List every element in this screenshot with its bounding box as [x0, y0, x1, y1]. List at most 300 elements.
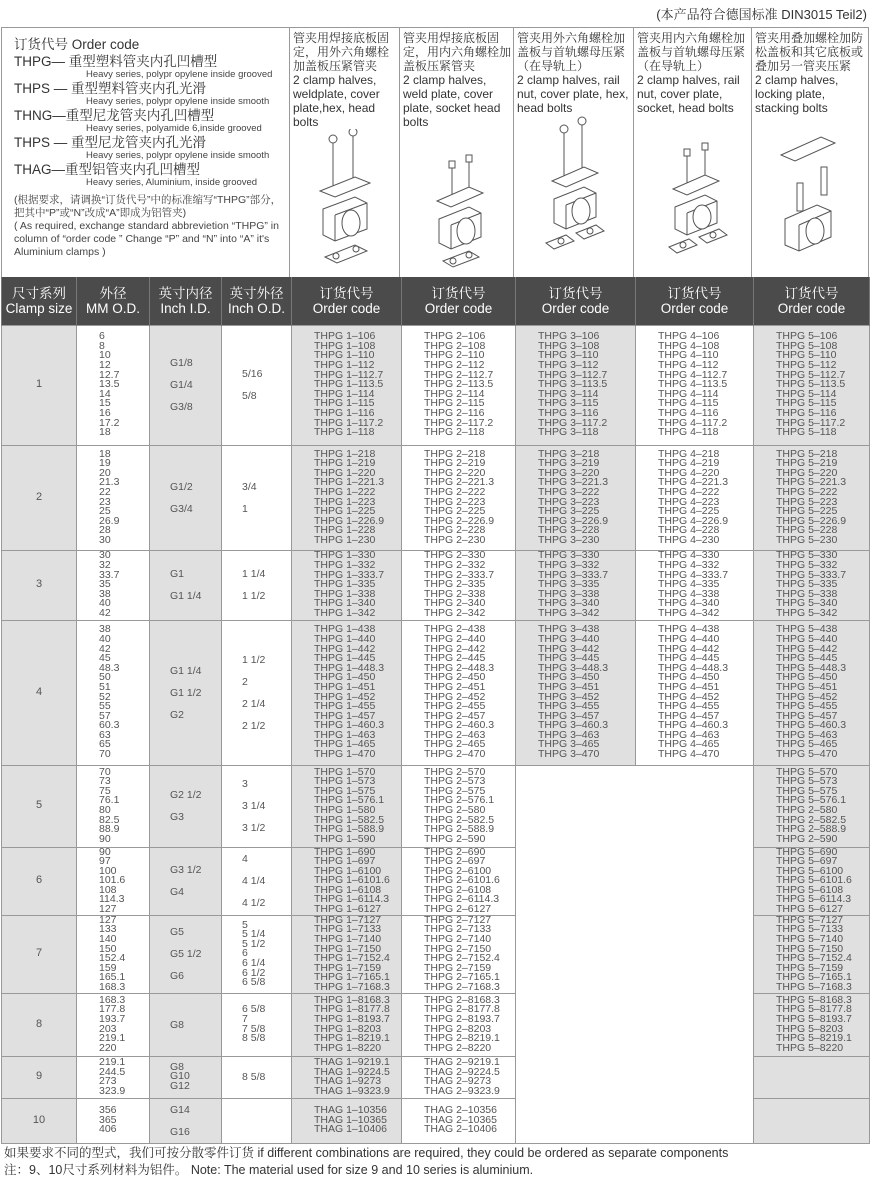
order-code-cell: [402, 550, 516, 620]
inch-od-value: 6 5/8: [242, 1003, 266, 1016]
inch-od-list: [242, 476, 291, 520]
od-value: 114.3: [99, 893, 125, 906]
order-code: THPG 1–450: [314, 671, 376, 684]
od-cell: [77, 993, 150, 1056]
inch-id-list: [170, 921, 221, 987]
order-code: THPG 2–8193.7: [424, 1013, 500, 1026]
inch-id-value: G3/8: [170, 401, 193, 413]
order-code: THPG 2–7168.3: [424, 980, 500, 993]
order-code: THPG 2–7140: [424, 932, 492, 945]
order-code: THPG 5–8177.8: [776, 1003, 852, 1016]
header-cn: 订货代号: [319, 285, 374, 301]
order-code: THPG 5–470: [776, 748, 838, 761]
od-value: 25: [99, 505, 111, 518]
order-code: THPG 5–6127: [776, 903, 844, 916]
order-code: THPG 5–220: [776, 466, 838, 479]
order-code: THPG 1–6108: [314, 883, 382, 896]
od-cell: [77, 1056, 150, 1098]
order-code: THPG 4–448.3: [658, 661, 729, 674]
od-cell: [77, 620, 150, 765]
order-code-cell: [516, 620, 636, 765]
inch-od-list: [242, 1005, 291, 1043]
order-code-cell: [292, 325, 402, 445]
inch-od-value: 7: [242, 1013, 248, 1026]
clamp-railnut-hex-bolts-icon: [517, 115, 631, 266]
header-cn: 外径: [99, 285, 127, 301]
inch-id-cell: [150, 445, 222, 550]
order-code: THPG 5–228: [776, 524, 838, 537]
inch-id-cell: [150, 993, 222, 1056]
order-code: THPG 2–8168.3: [424, 993, 500, 1006]
order-code: THPG 5–112.7: [776, 368, 846, 381]
order-code: THPG 3–220: [538, 466, 600, 479]
od-value: 140: [99, 932, 117, 945]
order-code: THPG 5–440: [776, 632, 838, 645]
order-code-legend: [2, 28, 290, 277]
inch-id-value: G8: [170, 1018, 185, 1031]
order-code: THPG 1–8219.1: [314, 1032, 390, 1045]
order-code: THPG 1–7127: [314, 913, 382, 926]
order-code: THPG 3–438: [538, 623, 600, 636]
inch-od-list: [242, 649, 291, 737]
od-value: 127: [99, 913, 117, 926]
od-value: 365: [99, 1113, 117, 1126]
order-code: THPG 2–7159: [424, 961, 492, 974]
inch-id-list: [170, 563, 221, 607]
od-value: 97: [99, 855, 111, 868]
order-code: THPG 1–117.2: [314, 416, 384, 429]
header-cn: 英寸内径: [158, 285, 213, 301]
order-code: THPG 4–112.7: [658, 368, 728, 381]
order-code: THPG 5–333.7: [776, 568, 847, 581]
order-code: THPG 5–452: [776, 690, 838, 703]
order-code-cell: [292, 993, 402, 1056]
order-code: THPG 1–342: [314, 606, 376, 619]
order-code: THPG 2–455: [424, 700, 486, 713]
order-code: THPG 4–440: [658, 632, 720, 645]
order-code: THPG 1–228: [314, 524, 376, 537]
inch-od-cell: [222, 765, 292, 847]
order-code: THPG 5–7140: [776, 932, 844, 945]
header-inch-od: [222, 277, 292, 325]
od-value: 203: [99, 1022, 117, 1035]
order-code: THPG 5–8219.1: [776, 1032, 852, 1045]
order-code: THPG 5–221.3: [776, 476, 847, 489]
order-code: THPG 4–445: [658, 652, 720, 665]
order-code: THPG 2–6101.6: [424, 874, 500, 887]
footer-note-2: 注：9、10尺寸系列材料为铝件。 Note: The material used for size 9 and 10 series is aluminium.: [4, 1163, 534, 1177]
header-en: Order code: [424, 300, 493, 316]
order-code: THPG 3–226.9: [538, 514, 609, 527]
order-code-cell: [754, 325, 870, 445]
order-code: THPG 1–221.3: [314, 476, 385, 489]
order-code: THPG 5–8203: [776, 1022, 844, 1035]
order-code: THPG 2–230: [424, 533, 486, 546]
order-code-cell: [402, 325, 516, 445]
inch-od-value: 2 1/4: [242, 697, 266, 710]
order-code: THPG 2–342: [424, 606, 486, 619]
order-code-cell: [402, 1056, 516, 1098]
order-code: THPG 2–7127: [424, 913, 492, 926]
order-code: THPG 2–445: [424, 652, 486, 665]
order-code: THPG 2–7165.1: [424, 971, 500, 984]
header-cn: 英寸外径: [229, 285, 284, 301]
inch-od-value: 5 1/4: [242, 928, 266, 941]
order-code: THPG 1–7140: [314, 932, 382, 945]
order-code: THPG 3–342: [538, 606, 600, 619]
order-code: THPG 1–8177.8: [314, 1003, 390, 1016]
order-code: THPG 3–470: [538, 748, 600, 761]
order-code: THPG 2–450: [424, 671, 486, 684]
order-code-cell: [636, 620, 754, 765]
order-code: THPG 1–6101.6: [314, 874, 390, 887]
inch-id-value: G5 1/2: [170, 948, 202, 961]
header-en: Clamp size: [5, 300, 73, 316]
legend-item-desc: Heavy series, polypr opylene inside smooth: [86, 150, 270, 161]
order-code: THPG 2–576.1: [424, 794, 495, 807]
order-code: THPG 1–448.3: [314, 661, 385, 674]
order-code: THPG 1–588.9: [314, 823, 385, 836]
od-value: 35: [99, 578, 111, 591]
order-code-cell: [402, 993, 516, 1056]
inch-id-list: [170, 660, 221, 726]
order-code: THPG 3–113.5: [538, 378, 608, 391]
legend-note-cn: (根据要求，请调换“订货代号”中的标准缩写“THPG”部分，把其中“P”或“N”改成“A”即成为铝管夹): [14, 194, 282, 219]
od-value: 220: [99, 1041, 117, 1054]
order-code: THPG 1–332: [314, 559, 376, 572]
order-code: THPG 3–440: [538, 632, 600, 645]
od-value: 19: [99, 457, 111, 470]
order-code: THPG 1–222: [314, 485, 376, 498]
clamp-size-cell: 2: [2, 445, 77, 550]
order-code: THPG 2–7150: [424, 942, 492, 955]
od-value: 73: [99, 775, 111, 788]
inch-od-value: 4: [242, 853, 248, 866]
order-code-cell: [292, 847, 402, 915]
od-value: 21.3: [99, 476, 120, 489]
order-code: THPG 5–222: [776, 485, 838, 498]
inch-id-cell: [150, 765, 222, 847]
product-desc-cn: 管夹用叠加螺栓加防松盖板和其它底板或叠加另一管夹压紧: [755, 31, 864, 73]
inch-od-value: 6: [242, 947, 248, 960]
order-code: THPG 4–470: [658, 748, 720, 761]
od-value: 10: [99, 349, 111, 362]
order-code: THPG 1–576.1: [314, 794, 385, 807]
order-code: THPG 3–332: [538, 559, 600, 572]
order-code: THPG 5–223: [776, 495, 838, 508]
header-en: Order code: [312, 300, 381, 316]
order-code: THAG 2–10406: [424, 1123, 497, 1136]
order-code: THPG 5–465: [776, 738, 838, 751]
inch-od-value: 2: [242, 675, 248, 688]
order-code-cell: [636, 445, 754, 550]
od-value: 60.3: [99, 719, 120, 732]
order-code: THPG 5–230: [776, 533, 838, 546]
order-code-cell: [292, 1098, 402, 1143]
inch-id-value: G8: [170, 1060, 185, 1073]
clamp-size-cell: 7: [2, 915, 77, 993]
legend-item-desc: Heavy series, polyamide 6,inside grooved: [86, 123, 262, 134]
order-code: THPG 3–448.3: [538, 661, 609, 674]
od-value: 51: [99, 680, 111, 693]
od-value: 12.7: [99, 368, 120, 381]
order-code: THPG 2–442: [424, 642, 486, 655]
od-value: 75: [99, 784, 111, 797]
header-cn: 订货代号: [667, 285, 722, 301]
order-code-cell: [754, 993, 870, 1056]
inch-od-cell: [222, 915, 292, 993]
od-value: 273: [99, 1075, 117, 1088]
order-code: THPG 5–448.3: [776, 661, 847, 674]
od-value: 48.3: [99, 661, 120, 674]
order-code: THPG 1–112.7: [314, 368, 384, 381]
order-code: THPG 4–451: [658, 680, 720, 693]
order-code: THPG 2–340: [424, 597, 486, 610]
header-cn: 订货代号: [784, 285, 839, 301]
order-code: THPG 4–330: [658, 549, 720, 562]
od-value: 38: [99, 587, 111, 600]
inch-id-value: G3 1/2: [170, 864, 202, 877]
inch-od-list: [242, 1066, 291, 1088]
order-code: THPG 5–117.2: [776, 416, 846, 429]
order-code: THPG 2–690: [424, 845, 486, 858]
header-en: Inch I.D.: [160, 300, 211, 316]
product-desc-cn: 管夹用焊接底板固定，用内六角螺栓加盖板压紧管夹: [403, 31, 512, 73]
product-desc-en: 2 clamp halves, rail nut, cover plate, hex, head bolts: [517, 73, 629, 115]
order-code-cell: [402, 620, 516, 765]
od-cell: [77, 847, 150, 915]
order-code: THPG 1–6100: [314, 864, 382, 877]
inch-od-cell: [222, 847, 292, 915]
order-code: THPG 3–114: [538, 387, 599, 400]
order-code: THPG 2–112.7: [424, 368, 494, 381]
inch-od-value: 8 5/8: [242, 1071, 266, 1084]
legend-item-code: THPS — 重型尼龙管夹内孔光滑: [14, 135, 207, 150]
order-code: THPG 5–342: [776, 606, 838, 619]
inch-id-list: [170, 784, 221, 828]
order-code: THPG 1–580: [314, 804, 376, 816]
order-code: THPG 4–455: [658, 700, 720, 713]
order-code: THPG 2–448.3: [424, 661, 495, 674]
order-code: THPG 1–463: [314, 728, 376, 741]
order-code: THPG 1–438: [314, 623, 376, 636]
od-value: 40: [99, 597, 111, 610]
order-code: THPG 1–440: [314, 632, 376, 645]
product-desc-cn: 管夹用焊接底板固定，用外六角螺栓加盖板压紧管夹: [293, 31, 390, 73]
od-value: 356: [99, 1104, 117, 1117]
inch-od-value: 3 1/2: [242, 822, 266, 834]
od-value: 150: [99, 942, 117, 955]
order-code: THPG 1–6114.3: [314, 893, 390, 906]
header-inch-id: [150, 277, 222, 325]
od-value: 15: [99, 397, 111, 410]
order-code: THPG 4–463: [658, 728, 720, 741]
order-code: THPG 5–118: [776, 426, 837, 439]
order-code: THPG 4–117.2: [658, 416, 728, 429]
order-code: THPG 2–570: [424, 765, 486, 778]
order-code: THPG 2–110: [424, 349, 485, 362]
legend-item-desc: Heavy series, Aluminium, inside grooved: [86, 177, 258, 188]
order-code: THPG 4–114: [658, 387, 719, 400]
od-value: 406: [99, 1123, 117, 1136]
inch-id-value: G1 1/4: [170, 590, 202, 602]
order-code: THPG 3–221.3: [538, 476, 609, 489]
inch-id-value: G10: [170, 1070, 190, 1083]
inch-od-list: [242, 773, 291, 839]
order-code: THPG 2–335: [424, 578, 486, 591]
order-code: THPG 2–8203: [424, 1022, 492, 1035]
order-code: THPG 1–7168.3: [314, 980, 390, 993]
order-code-cell: [754, 915, 870, 993]
od-value: 18: [99, 447, 111, 460]
order-code: THPG 2–118: [424, 426, 485, 439]
od-value: 17.2: [99, 416, 120, 429]
order-code: THPG 4–218: [658, 447, 720, 460]
order-code-cell: [516, 445, 636, 550]
order-code: THPG 5–225: [776, 505, 838, 518]
clamp-size-cell: 1: [2, 325, 77, 445]
od-value: 30: [99, 549, 111, 562]
order-code-cell: [292, 915, 402, 993]
od-cell: [77, 445, 150, 550]
order-code: THPG 1–7165.1: [314, 971, 390, 984]
order-code: THPG 2–228: [424, 524, 486, 537]
order-code: THPG 5–116: [776, 406, 837, 419]
od-value: 63: [99, 728, 111, 741]
order-code: THPG 5–340: [776, 597, 838, 610]
order-code: THPG 5–338: [776, 587, 838, 600]
inch-id-value: G16: [170, 1125, 190, 1138]
order-code: THPG 5–442: [776, 642, 838, 655]
order-code: THPG 5–8220: [776, 1041, 844, 1054]
od-value: 219.1: [99, 1032, 126, 1045]
product-column: [634, 28, 752, 277]
order-code: THPG 5–6100: [776, 864, 844, 877]
order-code: THPG 3–445: [538, 652, 600, 665]
order-code: THPG 5–438: [776, 623, 838, 636]
order-code: THPG 2–457: [424, 709, 486, 722]
order-code-cell: [754, 765, 870, 847]
order-code: THPG 2–218: [424, 447, 486, 460]
header-en: Order code: [660, 300, 729, 316]
order-code: THAG 1–9224.5: [314, 1065, 390, 1078]
od-value: 16: [99, 406, 111, 419]
order-code: THAG 2–10365: [424, 1113, 497, 1126]
order-code: THPG 5–457: [776, 709, 838, 722]
legend-item-code: THPG— 重型塑料管夹内孔凹槽型: [14, 54, 218, 69]
order-code: THPG 4–228: [658, 524, 720, 537]
od-value: 100: [99, 864, 117, 877]
inch-id-value: G1/4: [170, 379, 193, 391]
inch-od-cell: [222, 550, 292, 620]
product-desc-en: 2 clamp halves, weld plate, cover plate, socket head bolts: [403, 73, 501, 129]
inch-od-cell: [222, 325, 292, 445]
clamp-size-cell: 5: [2, 765, 77, 847]
order-code: THPG 5–219: [776, 457, 838, 470]
inch-od-value: 1: [242, 502, 248, 515]
table-row: [2, 765, 870, 847]
order-code: THPG 1–330: [314, 549, 376, 562]
order-code: THPG 1–110: [314, 349, 375, 362]
order-code: THPG 1–451: [314, 680, 376, 693]
product-desc-en: 2 clamp halves, rail nut, cover plate, socket, head bolts: [637, 73, 740, 115]
order-code-cell: [292, 765, 402, 847]
legend-item-desc: Heavy series, polypr opylene inside smooth: [86, 96, 270, 107]
inch-od-value: 6 1/4: [242, 956, 266, 969]
od-value: 127: [99, 903, 117, 916]
od-value: 82.5: [99, 813, 120, 826]
header-cn: 尺寸系列: [12, 285, 66, 301]
order-code-cell: [754, 550, 870, 620]
order-code: THPG 1–8193.7: [314, 1013, 390, 1026]
order-code: THPG 4–220: [658, 466, 720, 479]
od-value: 38: [99, 623, 111, 636]
order-code: THAG 1–10365: [314, 1113, 387, 1126]
order-code: THPG 2–452: [424, 690, 486, 703]
od-value: 168.3: [99, 993, 126, 1006]
order-code: THPG 4–332: [658, 559, 720, 572]
inch-od-cell: [222, 1098, 292, 1143]
order-code: THPG 3–223: [538, 495, 600, 508]
od-cell: [77, 915, 150, 993]
order-code: THPG 2–697: [424, 855, 486, 868]
od-value: 14: [99, 387, 111, 400]
order-code: THPG 2–117.2: [424, 416, 494, 429]
od-value: 90: [99, 832, 111, 845]
order-code: THPG 4–450: [658, 671, 720, 684]
order-code: THPG 5–7127: [776, 913, 844, 926]
order-code: THPG 4–338: [658, 587, 720, 600]
order-code-cell: [636, 325, 754, 445]
order-code: THPG 4–115: [658, 397, 719, 410]
od-cell: [77, 1098, 150, 1143]
inch-id-value: G1 1/2: [170, 686, 202, 699]
order-code: THPG 4–113.5: [658, 378, 728, 391]
product-desc-en: 2 clamp halves, weldplate, cover plate,hex, head bolts: [293, 73, 380, 129]
clamp-stacking-bolts-icon: [755, 115, 866, 266]
order-code: THPG 3–455: [538, 700, 600, 713]
inch-od-value: 5/16: [242, 368, 263, 380]
od-value: 50: [99, 671, 111, 684]
order-code: THPG 1–115: [314, 397, 375, 410]
order-code: THAG 2–9273: [424, 1075, 492, 1088]
order-code: THPG 1–335: [314, 578, 376, 591]
order-code: THAG 1–10406: [314, 1123, 387, 1136]
order-code: THPG 1–8220: [314, 1041, 382, 1054]
order-code: THPG 2–114: [424, 387, 485, 400]
order-code: THPG 2–582.5: [776, 813, 847, 826]
legend-item-code: THNG—重型尼龙管夹内孔凹槽型: [14, 108, 215, 123]
od-value: 55: [99, 700, 111, 713]
od-value: 159: [99, 961, 117, 974]
order-code: THPG 2–6127: [424, 903, 492, 916]
header-order-code: [292, 277, 402, 325]
inch-id-list: [170, 1014, 221, 1036]
inch-od-cell: [222, 1056, 292, 1098]
order-code: THPG 3–460.3: [538, 719, 609, 732]
order-code: THPG 2–440: [424, 632, 486, 645]
inch-od-value: 6 5/8: [242, 976, 266, 989]
legend-title: 订货代号 Order code: [14, 37, 140, 52]
order-code: THPG 5–8193.7: [776, 1013, 852, 1026]
header-en: Order code: [541, 300, 610, 316]
order-code: THPG 5–570: [776, 765, 838, 778]
order-code: THPG 2–115: [424, 397, 485, 410]
inch-id-list: [170, 476, 221, 520]
od-value: 40: [99, 632, 111, 645]
order-code: THPG 4–108: [658, 339, 720, 352]
od-value: 80: [99, 804, 111, 816]
